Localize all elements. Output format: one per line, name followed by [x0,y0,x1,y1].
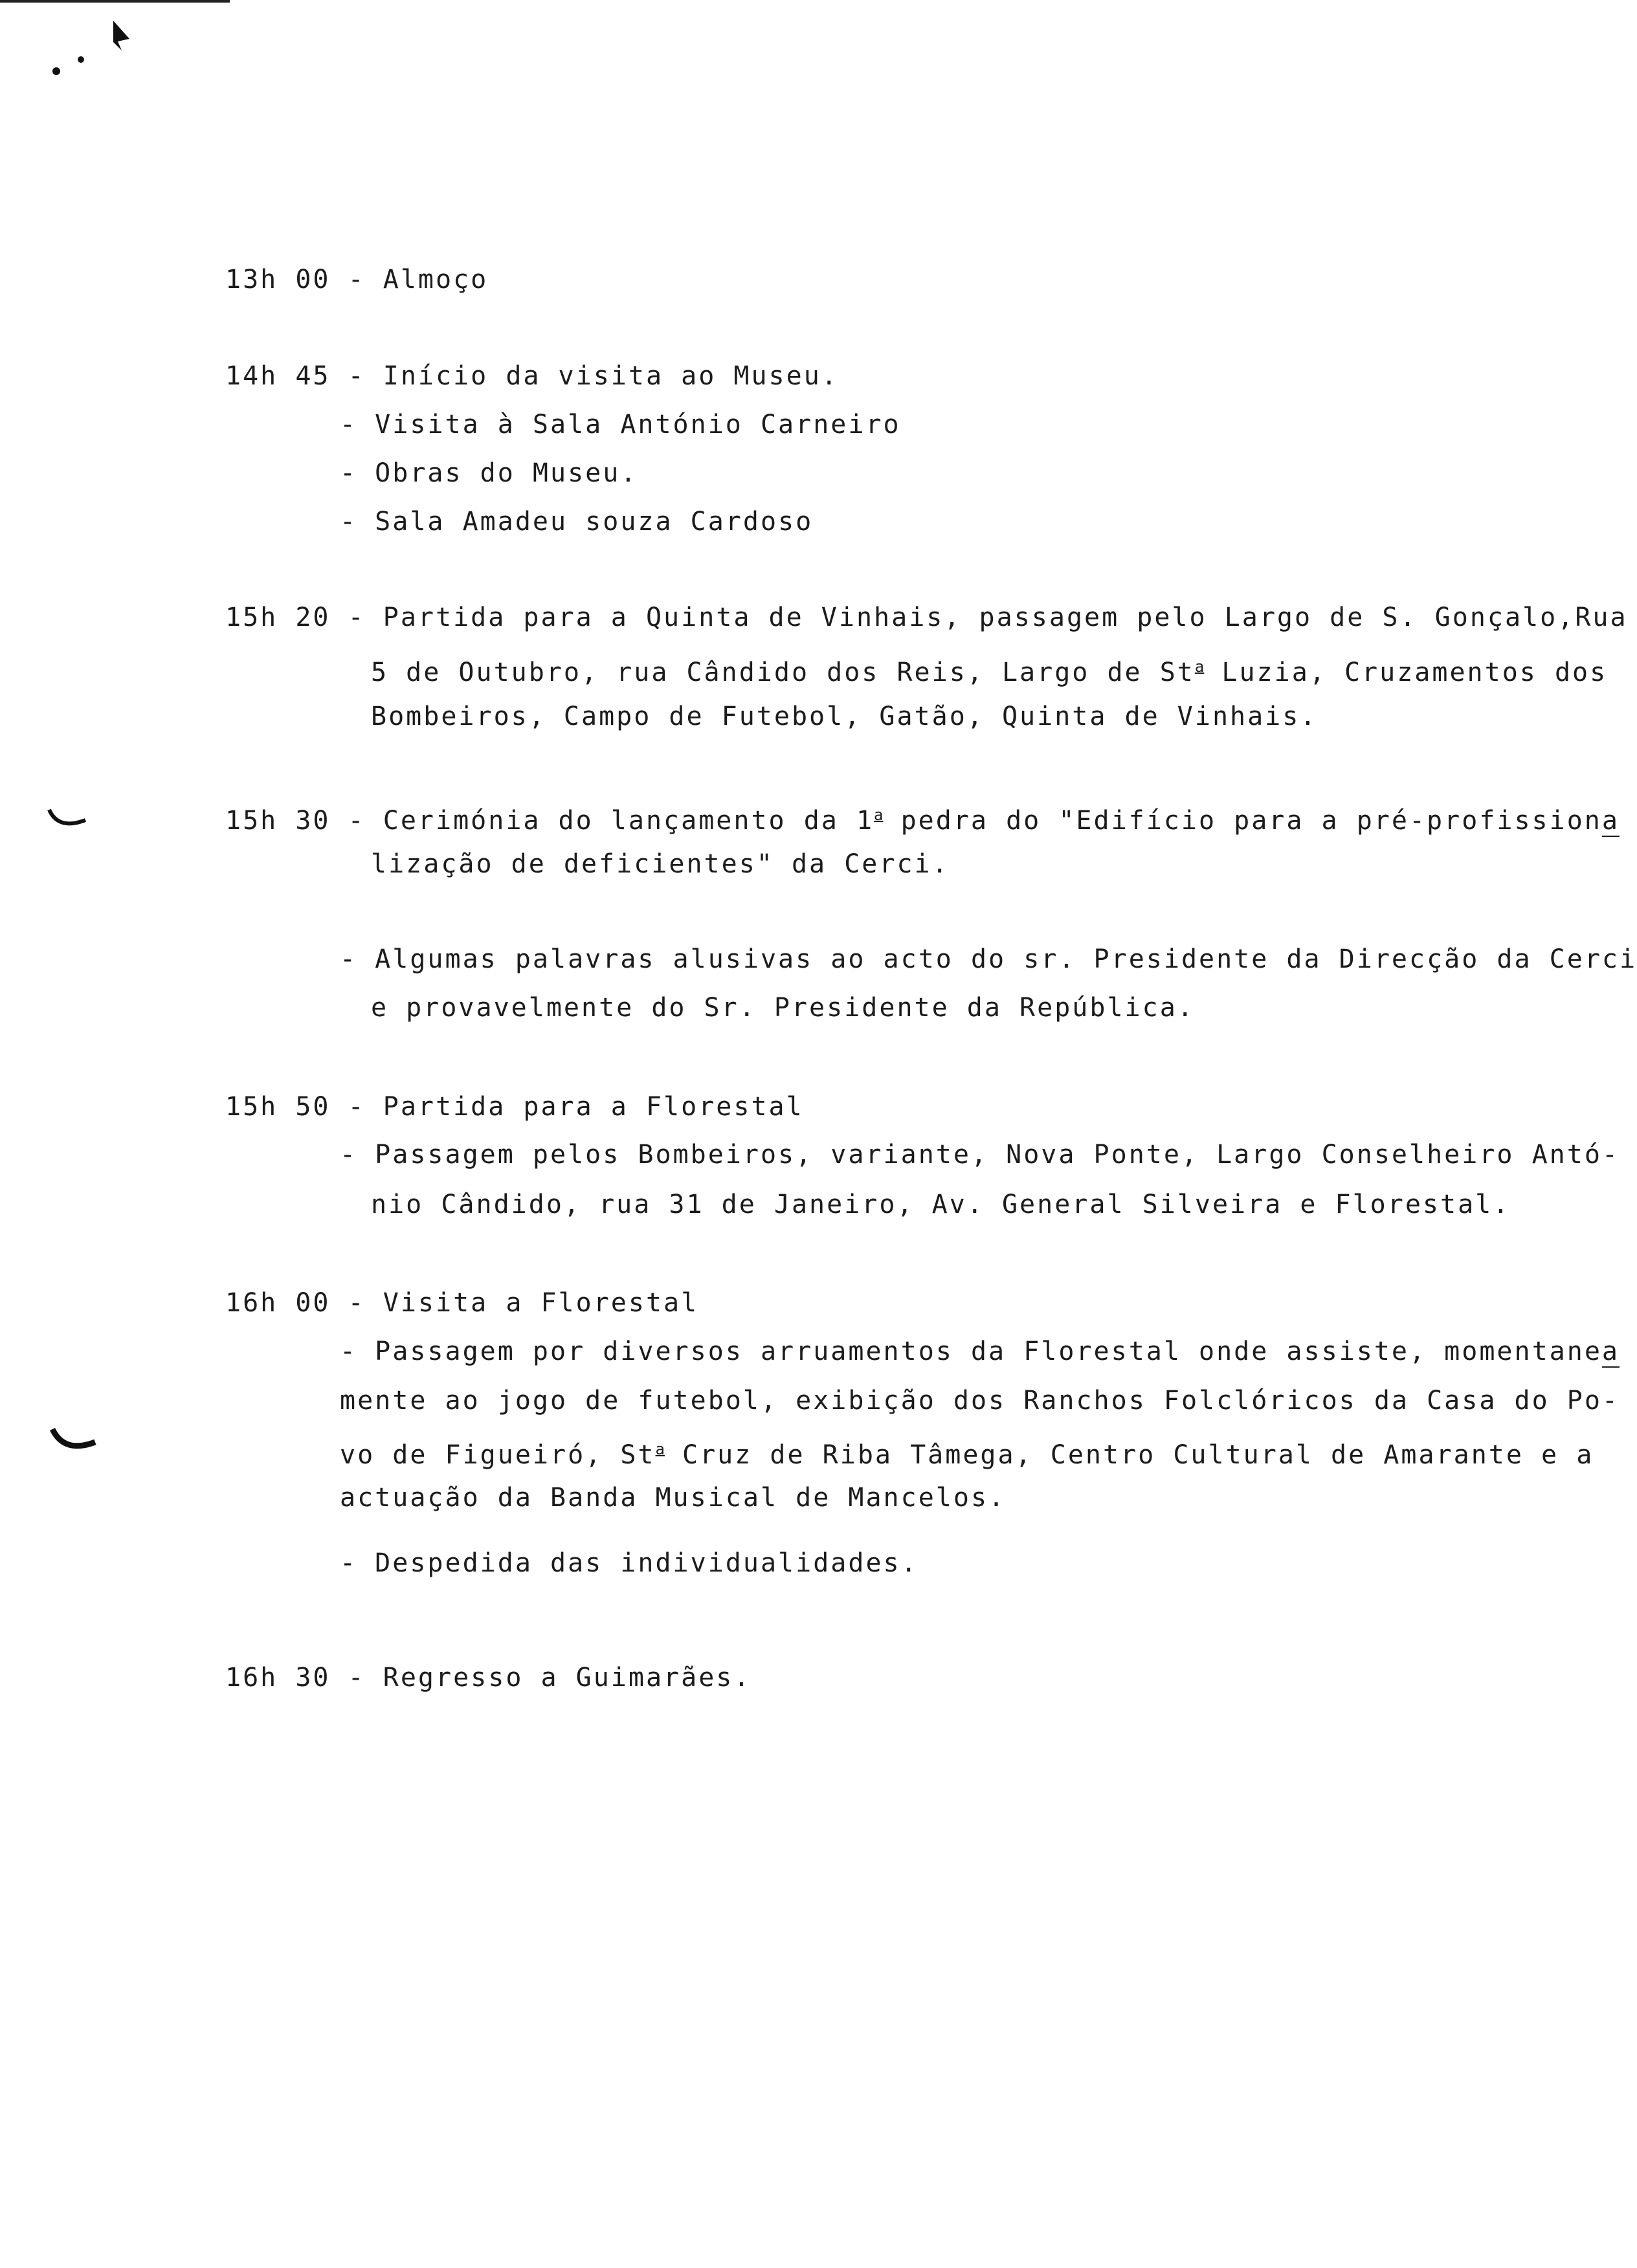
entry-passagem-bombeiros-2: nio Cândido, rua 31 de Janeiro, Av. General Silveira e Florestal. [371,1190,1511,1219]
entry-cerimonia-2: lização de deficientes" da Cerci. [371,849,950,879]
entry-partida-vinhais: 15h 20 - Partida para a Quinta de Vinhais, passagem pelo Largo de S. Gonçalo,Rua [225,603,1628,632]
punch-hole-mark-icon-2 [49,1424,107,1469]
scan-mark-icon [39,13,136,84]
punch-hole-mark-icon [45,806,97,845]
entry-partida-vinhais-3: Bombeiros, Campo de Futebol, Gatão, Quinta de Vinhais. [371,702,1318,731]
entry-palavras: - Algumas palavras alusivas ao acto do sr. Presidente da Direcção da Cerci [340,944,1637,974]
entry-passagem-arruamentos-2: mente ao jogo de futebol, exibição dos Ranchos Folclóricos da Casa do Po- [340,1386,1620,1416]
entry-partida-florestal: 15h 50 - Partida para a Florestal [225,1092,804,1122]
entry-passagem-arruamentos-4: actuação da Banda Musical de Mancelos. [340,1483,1007,1513]
entry-museu-sala-cardoso: - Sala Amadeu souza Cardoso [340,507,814,537]
entry-partida-vinhais-2: 5 de Outubro, rua Cândido dos Reis, Largo de St$^a$ Luzia, Cruzamentos dos [371,658,1608,687]
entry-visita-florestal: 16h 00 - Visita a Florestal [225,1288,699,1318]
entry-almoco: 13h 00 - Almoço [225,265,489,295]
entry-passagem-arruamentos-3: vo de Figueiró, St$^a$ Cruz de Riba Tâmega, Centro Cultural de Amarante e a [340,1440,1594,1470]
entry-despedida: - Despedida das individualidades. [340,1548,919,1578]
entry-museu-obras: - Obras do Museu. [340,458,638,488]
entry-cerimonia: 15h 30 - Cerimónia do lançamento da 1$^a$ pedra do "Edifício para a pré-profissiona [225,806,1620,836]
entry-museu-sala-carneiro: - Visita à Sala António Carneiro [340,410,901,439]
entry-passagem-arruamentos: - Passagem por diversos arruamentos da Florestal onde assiste, momentanea [340,1337,1620,1366]
scan-edge-line [0,0,230,3]
entry-museu-start: 14h 45 - Início da visita ao Museu. [225,361,839,391]
entry-regresso: 16h 30 - Regresso a Guimarães. [225,1663,752,1693]
entry-palavras-2: e provavelmente do Sr. Presidente da República. [371,993,1195,1023]
entry-passagem-bombeiros: - Passagem pelos Bombeiros, variante, Nova Ponte, Largo Conselheiro Antó- [340,1140,1620,1170]
